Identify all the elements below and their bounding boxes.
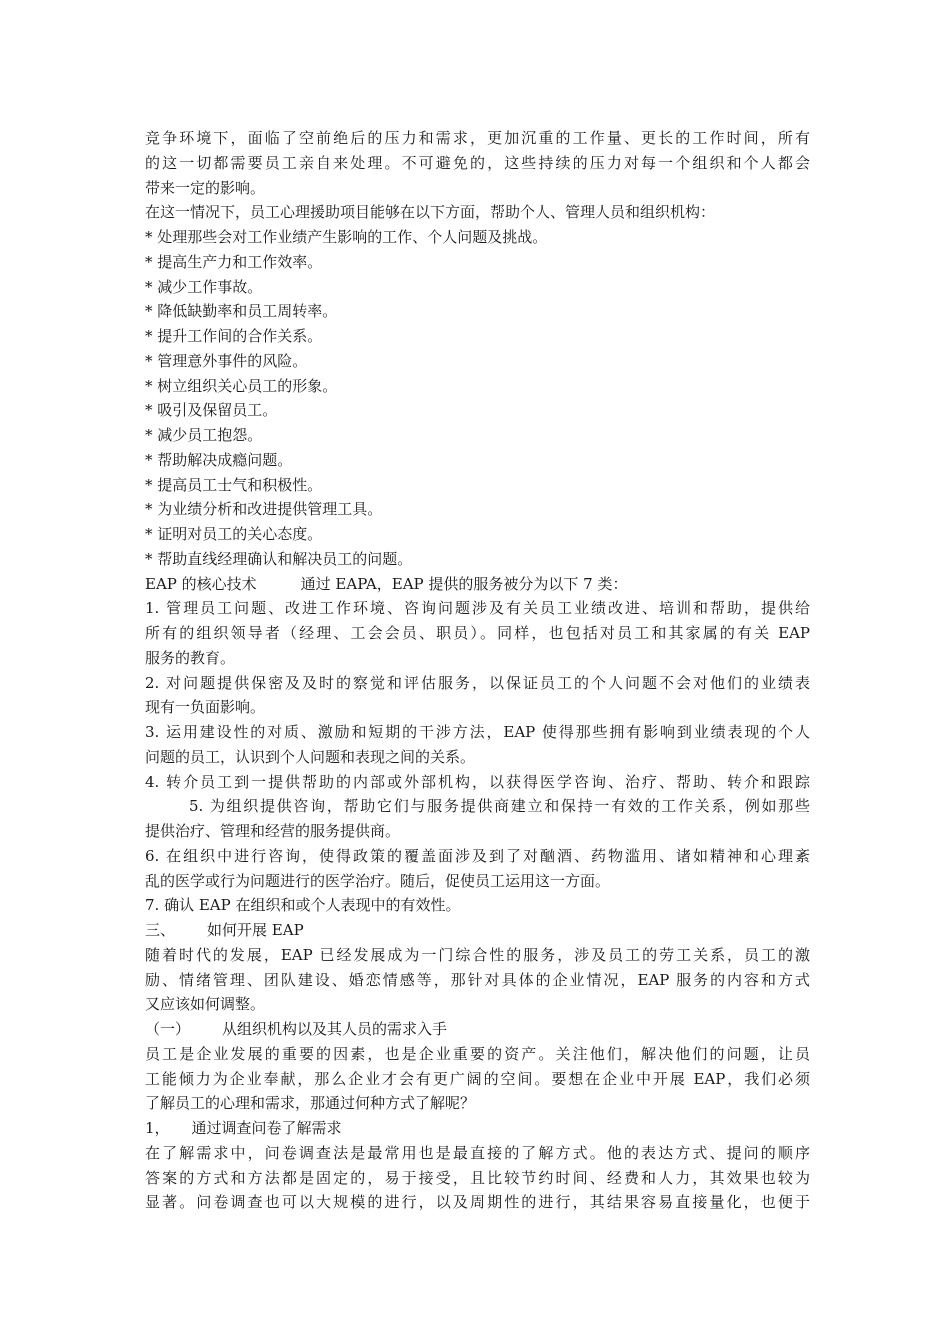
paragraph-line: 答案的方式和方法都是固定的，易于接受，且比较节约时间、经费和人力，其效果也较为 (145, 1168, 810, 1187)
document-body (145, 126, 810, 1215)
list-item: * 处理那些会对工作业绩产生影响的工作、个人问题及挑战。 (145, 228, 548, 246)
paragraph-line: 2. 对问题提供保密及及时的察觉和评估服务，以保证员工的个人问题不会对他们的业绩表 (145, 673, 810, 692)
subsection-number: （一） (145, 1020, 191, 1038)
paragraph-line: 1. 管理员工问题、改进工作环境、咨询问题涉及有关员工业绩改进、培训和帮助，提供给 (145, 599, 810, 618)
paragraph-line: 7. 确认 EAP 在组织和或个人表现中的有效性。 (145, 896, 461, 915)
paragraph-line: 了解员工的心理和需求，那通过何种方式了解呢？ (145, 1094, 476, 1113)
paragraph-line: 所有的组织领导者（经理、工会会员、职员）。同样，也包括对员工和其家属的有关 EAP (145, 624, 810, 642)
list-item: * 帮助解决成瘾问题。 (145, 450, 293, 469)
numbered-heading-title: 通过调查问卷了解需求 (191, 1119, 342, 1137)
paragraph-line: 问题的员工，认识到个人问题和表现之间的关系。 (145, 747, 476, 766)
list-item: * 提升工作间的合作关系。 (145, 327, 323, 345)
paragraph-line: 显著。问卷调查也可以大规模的进行，以及周期性的进行，其结果容易直接量化，也便于 (145, 1193, 810, 1212)
paragraph-line: 又应该如何调整。 (145, 995, 266, 1014)
list-item: * 提高生产力和工作效率。 (145, 252, 323, 271)
list-item: * 减少员工抱怨。 (145, 426, 263, 444)
paragraph-line: 现有一负面影响。 (145, 698, 266, 717)
subsection-title: 从组织机构以及其人员的需求入手 (222, 1020, 448, 1038)
paragraph-line: 6. 在组织中进行咨询，使得政策的覆盖面涉及到了对酗酒、药物滥用、诸如精神和心理紊 (145, 846, 810, 865)
list-item: * 降低缺勤率和员工周转率。 (145, 302, 338, 321)
list-item: * 减少工作事故。 (145, 277, 263, 296)
list-item: * 树立组织关心员工的形象。 (145, 376, 338, 395)
list-item: * 吸引及保留员工。 (145, 401, 278, 420)
paragraph-line: 在这一情况下，员工心理援助项目能够在以下方面，帮助个人、管理人员和组织机构： (145, 203, 716, 222)
eap-core-heading: EAP 的核心技术 (145, 574, 257, 593)
paragraph-line: 5. 为组织提供咨询，帮助它们与服务提供商建立和保持一有效的工作关系，例如那些 (189, 797, 810, 816)
paragraph-line: 工能倾力为企业奉献，那么企业才会有更广阔的空间。要想在企业中开展 EAP，我们必须 (145, 1069, 810, 1088)
paragraph-line: 4. 转介员工到一提供帮助的内部或外部机构，以获得医学咨询、治疗、帮助、转介和跟踪 (145, 772, 810, 791)
list-item: * 提高员工士气和积极性。 (145, 475, 323, 494)
paragraph-line: 带来一定的影响。 (145, 178, 266, 197)
section-number: 三、 (145, 921, 176, 939)
list-item: * 帮助直线经理确认和解决员工的问题。 (145, 549, 413, 568)
paragraph-line: 3. 运用建设性的对质、激励和短期的干涉方法，EAP 使得那些拥有影响到业绩表现的个人 (145, 723, 810, 741)
paragraph-line: 员工是企业发展的重要的因素，也是企业重要的资产。关注他们，解决他们的问题，让员 (145, 1044, 810, 1063)
subsection-heading (145, 1017, 810, 1042)
paragraph-line: 服务的教育。 (145, 648, 236, 667)
paragraph-line: 提供治疗、管理和经营的服务提供商。 (145, 822, 401, 840)
paragraph-line: 竞争环境下，面临了空前绝后的压力和需求，更加沉重的工作量、更长的工作时间，所有 (145, 129, 810, 147)
numbered-heading (145, 1116, 810, 1141)
eap-core-line (145, 572, 810, 597)
section-heading (145, 918, 810, 943)
section-title: 如何开展 EAP (207, 921, 304, 939)
paragraph-line: 励、情绪管理、团队建设、婚恋情感等，那针对具体的企业情况，EAP 服务的内容和方式 (145, 970, 810, 989)
eap-core-text: 通过 EAPA，EAP 提供的服务被分为以下 7 类： (300, 574, 628, 593)
list-item: * 管理意外事件的风险。 (145, 351, 308, 370)
paragraph-line: 随着时代的发展，EAP 已经发展成为一门综合性的服务，涉及员工的劳工关系，员工的激 (145, 945, 810, 964)
numbered-heading-number: 1， (145, 1119, 170, 1137)
list-item: * 为业绩分析和改进提供管理工具。 (145, 500, 383, 519)
paragraph-line: 乱的医学或行为问题进行的医学治疗。随后，促使员工运用这一方面。 (145, 871, 611, 890)
list-item: * 证明对员工的关心态度。 (145, 525, 323, 543)
paragraph-line: 在了解需求中，问卷调查法是最常用也是最直接的了解方式。他的表达方式、提问的顺序 (145, 1143, 810, 1162)
paragraph-line: 的这一切都需要员工亲自来处理。不可避免的，这些持续的压力对每一个组织和个人都会 (145, 153, 810, 172)
